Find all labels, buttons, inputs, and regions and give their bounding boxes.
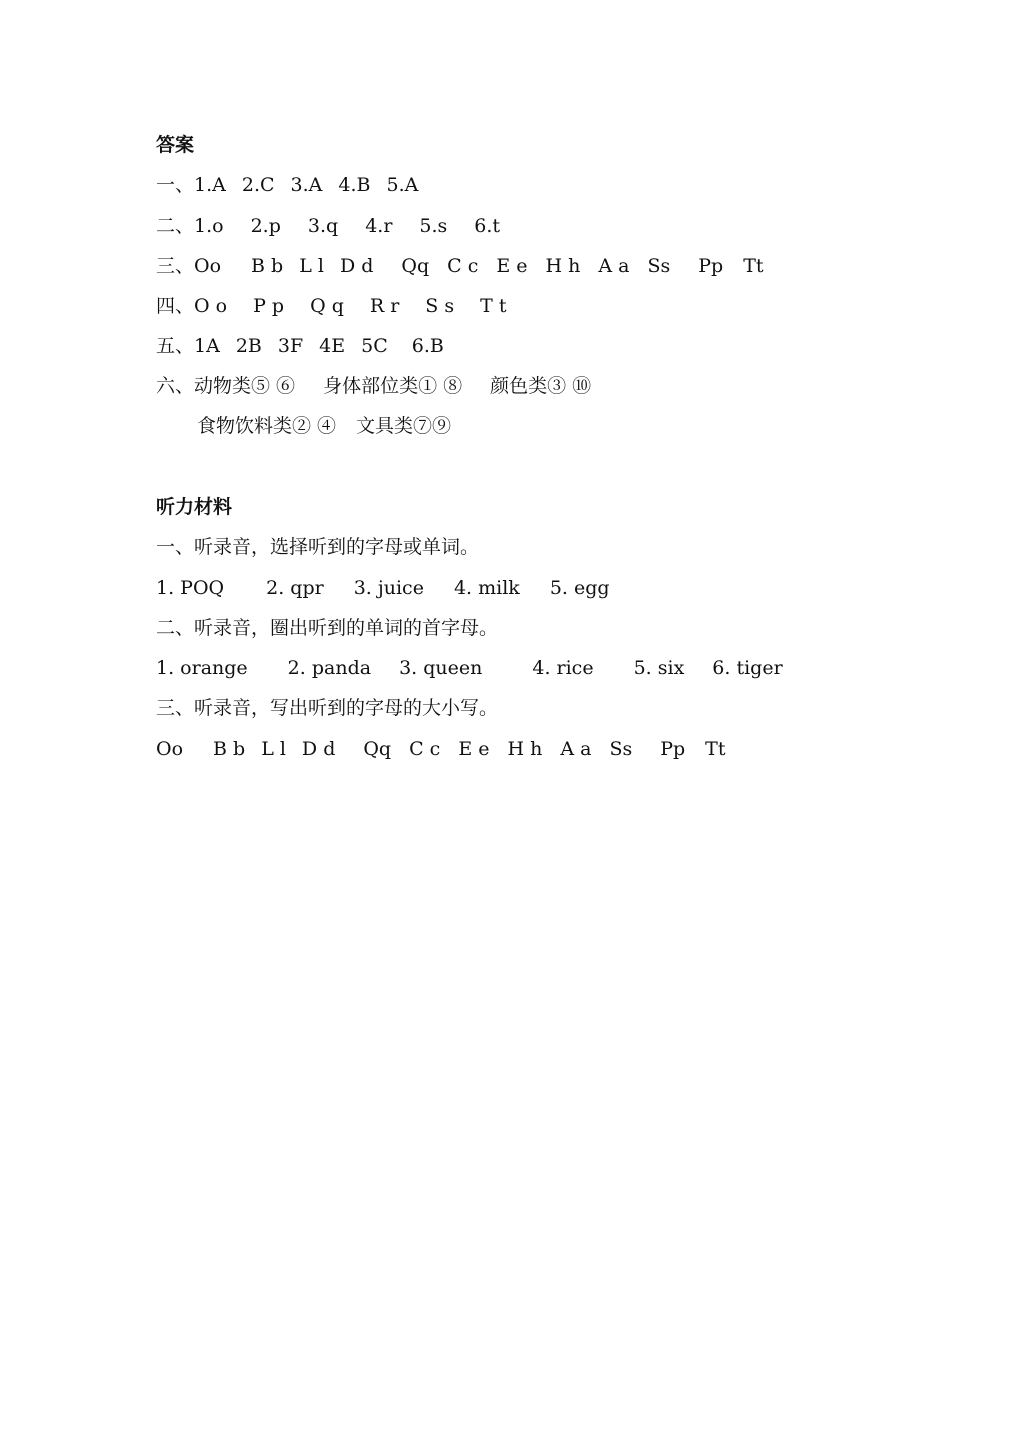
listening-item: H h bbox=[507, 738, 543, 760]
listening-q1-items bbox=[156, 573, 610, 603]
listening-item: Ss bbox=[609, 738, 633, 760]
listening-item: 3. queen bbox=[399, 657, 483, 679]
listening-item: 4. rice bbox=[532, 657, 594, 679]
listening-item: E e bbox=[458, 738, 490, 760]
answer-item: Q q bbox=[310, 295, 344, 317]
answer-item: 4.r bbox=[365, 215, 393, 237]
answer-item: L l bbox=[299, 255, 324, 277]
answer-item: Ss bbox=[647, 255, 671, 277]
listening-item: D d bbox=[301, 738, 336, 760]
answer-item: 5.s bbox=[419, 215, 448, 237]
section-prefix: 五、 bbox=[156, 335, 195, 357]
answer-item: B b bbox=[251, 255, 284, 277]
answer-item: P p bbox=[253, 295, 285, 317]
answer-item: 4.B bbox=[338, 174, 371, 196]
listening-q3-items bbox=[156, 734, 725, 764]
section-prefix: 四、 bbox=[156, 295, 195, 317]
answer-item: Oo bbox=[194, 255, 222, 277]
listening-heading: 听力材料 bbox=[156, 496, 233, 518]
answer-item: 身体部位类① ⑧ bbox=[323, 375, 463, 397]
listening-item: Oo bbox=[156, 738, 184, 760]
listening-item: 1. orange bbox=[156, 657, 248, 679]
listening-item: Qq bbox=[363, 738, 392, 760]
listening-item: 3. juice bbox=[353, 577, 424, 599]
answer-item: O o bbox=[194, 295, 228, 317]
answer-item: H h bbox=[545, 255, 581, 277]
answer-item: 2.p bbox=[250, 215, 281, 237]
section-prefix: 三、 bbox=[156, 255, 195, 277]
section-prefix: 一、 bbox=[156, 174, 195, 196]
answer-item: 3.q bbox=[307, 215, 339, 237]
answer-section-4 bbox=[156, 291, 506, 321]
answer-item: T t bbox=[480, 295, 507, 317]
answer-item: Tt bbox=[743, 255, 764, 277]
listening-item: 5. egg bbox=[549, 577, 610, 599]
answer-item: 动物类⑤ ⑥ bbox=[194, 375, 296, 397]
answer-section-5 bbox=[156, 331, 444, 361]
answer-item: C c bbox=[447, 255, 479, 277]
listening-item: 2. qpr bbox=[266, 577, 324, 599]
answer-item: D d bbox=[339, 255, 374, 277]
answer-item: 食物饮料类② ④ bbox=[197, 415, 337, 437]
answer-item: 1.A bbox=[194, 174, 226, 196]
listening-item: Tt bbox=[705, 738, 726, 760]
listening-item: 1. POQ bbox=[156, 577, 225, 599]
answer-section-3 bbox=[156, 251, 764, 281]
answer-item: Qq bbox=[401, 255, 430, 277]
answer-item: 3F bbox=[277, 335, 304, 357]
listening-item: C c bbox=[409, 738, 441, 760]
listening-item: Pp bbox=[660, 738, 686, 760]
listening-item: 5. six bbox=[633, 657, 685, 679]
answer-item: 1.o bbox=[194, 215, 224, 237]
listening-item: B b bbox=[213, 738, 246, 760]
answer-item: 6.t bbox=[474, 215, 501, 237]
answer-item: A a bbox=[598, 255, 630, 277]
answer-item: 1A bbox=[194, 335, 220, 357]
answer-item: Pp bbox=[698, 255, 724, 277]
answer-item: 5C bbox=[361, 335, 388, 357]
listening-q2-title: 二、听录音，圈出听到的单词的首字母。 bbox=[156, 617, 499, 639]
listening-item: 6. tiger bbox=[712, 657, 783, 679]
answer-section-6-continued bbox=[197, 411, 451, 441]
listening-q1-title: 一、听录音，选择听到的字母或单词。 bbox=[156, 536, 480, 558]
listening-item: L l bbox=[261, 738, 286, 760]
listening-q3-title: 三、听录音，写出听到的字母的大小写。 bbox=[156, 697, 499, 719]
answer-item: 4E bbox=[319, 335, 346, 357]
answer-item: 6.B bbox=[411, 335, 444, 357]
answer-item: R r bbox=[369, 295, 400, 317]
answers-heading: 答案 bbox=[156, 134, 195, 156]
answer-item: S s bbox=[425, 295, 455, 317]
listening-q2-items bbox=[156, 653, 783, 683]
listening-item: 2. panda bbox=[287, 657, 372, 679]
section-prefix: 二、 bbox=[156, 215, 195, 237]
answer-section-1 bbox=[156, 170, 418, 200]
answer-section-2 bbox=[156, 211, 500, 241]
answer-section-6 bbox=[156, 371, 591, 401]
section-prefix: 六、 bbox=[156, 375, 195, 397]
answer-item: 5.A bbox=[386, 174, 419, 196]
answer-item: 2B bbox=[235, 335, 262, 357]
answer-item: E e bbox=[496, 255, 528, 277]
answer-item: 文具类⑦⑨ bbox=[356, 415, 452, 437]
listening-item: 4. milk bbox=[453, 577, 520, 599]
answer-item: 颜色类③ ⑩ bbox=[490, 375, 592, 397]
answer-item: 3.A bbox=[290, 174, 323, 196]
listening-item: A a bbox=[560, 738, 592, 760]
answer-item: 2.C bbox=[241, 174, 275, 196]
